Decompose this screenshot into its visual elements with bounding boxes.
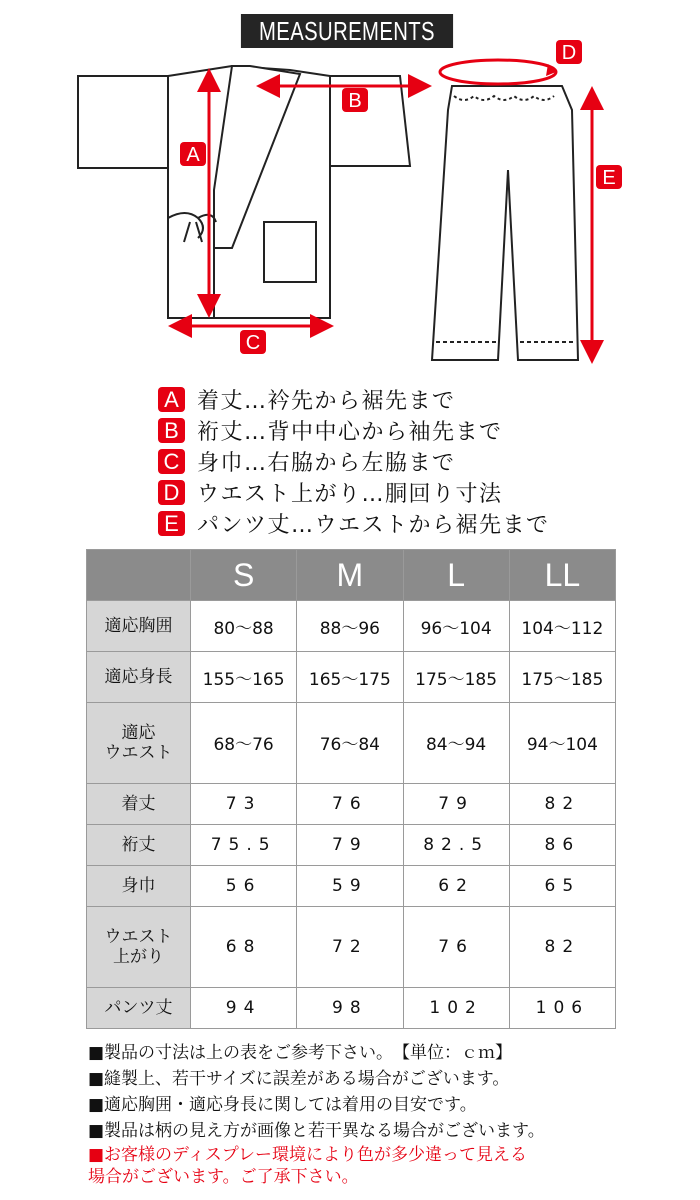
corner-cell [87,550,191,601]
table-cell: 84～94 [403,703,509,783]
table-cell: 56 [191,865,297,906]
size-header: M [297,550,403,601]
table-cell: 76 [403,907,509,987]
table-cell: 79 [403,783,509,824]
table-row [87,987,616,1028]
legend-text: パンツ丈…ウエストから裾先まで [197,513,550,538]
note-item: ■縫製上、若干サイズに誤差がある場合がございます。 [88,1069,510,1089]
arrow-d [440,60,556,84]
row-label: 着丈 [87,783,191,824]
row-label: ウエスト 上がり [87,907,191,987]
legend-text: ウエスト上がり…胴回り寸法 [197,482,503,507]
legend-item [158,415,550,446]
row-label: 裄丈 [87,824,191,865]
table-cell: 175～185 [509,652,615,703]
size-header: S [191,550,297,601]
table-row [87,703,616,783]
note-item: ■製品は柄の見え方が画像と若干異なる場合がございます。 [88,1121,545,1141]
legend-item [158,384,550,415]
measurements-title: MEASUREMENTS [241,14,453,48]
size-header: L [403,550,509,601]
size-chart-table [86,549,616,1029]
legend-item [158,508,550,539]
badge-d: D [561,42,577,64]
table-cell: 94～104 [509,703,615,783]
notes-list [88,1040,545,1188]
table-cell: 76 [297,783,403,824]
table-cell: 94 [191,987,297,1028]
row-label: 適応胸囲 [87,601,191,652]
table-row [87,824,616,865]
legend-badge: A [158,387,185,412]
row-label: パンツ丈 [87,987,191,1028]
table-cell: 62 [403,865,509,906]
table-cell: 79 [297,824,403,865]
table-cell: 86 [509,824,615,865]
table-row [87,652,616,703]
pants-outline [432,86,578,360]
table-cell: 88～96 [297,601,403,652]
table-cell: 82 [509,783,615,824]
row-label: 適応身長 [87,652,191,703]
table-row [87,865,616,906]
size-header-row [87,550,616,601]
badge-e: E [602,167,616,189]
table-row [87,601,616,652]
measurement-legend [158,384,550,539]
table-cell: 72 [297,907,403,987]
legend-badge: D [158,480,185,505]
badge-a: A [186,144,200,166]
table-cell: 65 [509,865,615,906]
row-label: 適応 ウエスト [87,703,191,783]
legend-badge: B [158,418,185,443]
legend-text: 裄丈…背中中心から袖先まで [197,420,503,445]
table-cell: 75.5 [191,824,297,865]
note-item: ■適応胸囲・適応身長に関しては着用の目安です。 [88,1095,477,1115]
display-warning-line2: 場合がございます。ご了承下さい。 [88,1167,359,1187]
badge-b: B [348,90,362,112]
note-item: ■製品の寸法は上の表をご参考下さい。 【単位：ｃｍ】 [88,1043,513,1063]
table-cell: 102 [403,987,509,1028]
table-cell: 165～175 [297,652,403,703]
table-cell: 76～84 [297,703,403,783]
table-cell: 155～165 [191,652,297,703]
display-warning-line1: ■お客様のディスプレー環境により色が多少違って見える [88,1145,528,1165]
legend-badge: C [158,449,185,474]
table-cell: 106 [509,987,615,1028]
garment-diagram [0,0,700,380]
table-row [87,907,616,987]
legend-item [158,477,550,508]
table-cell: 104～112 [509,601,615,652]
table-cell: 96～104 [403,601,509,652]
table-cell: 68 [191,907,297,987]
legend-badge: E [158,511,185,536]
row-label: 身巾 [87,865,191,906]
table-row [87,783,616,824]
legend-text: 着丈…衿先から裾先まで [197,389,456,414]
table-cell: 80～88 [191,601,297,652]
table-cell: 98 [297,987,403,1028]
table-cell: 68～76 [191,703,297,783]
table-cell: 175～185 [403,652,509,703]
size-header: LL [509,550,615,601]
legend-item [158,446,550,477]
table-cell: 82.5 [403,824,509,865]
badge-c: C [245,332,261,354]
table-cell: 82 [509,907,615,987]
legend-text: 身巾…右脇から左脇まで [197,451,456,476]
table-cell: 73 [191,783,297,824]
table-cell: 59 [297,865,403,906]
